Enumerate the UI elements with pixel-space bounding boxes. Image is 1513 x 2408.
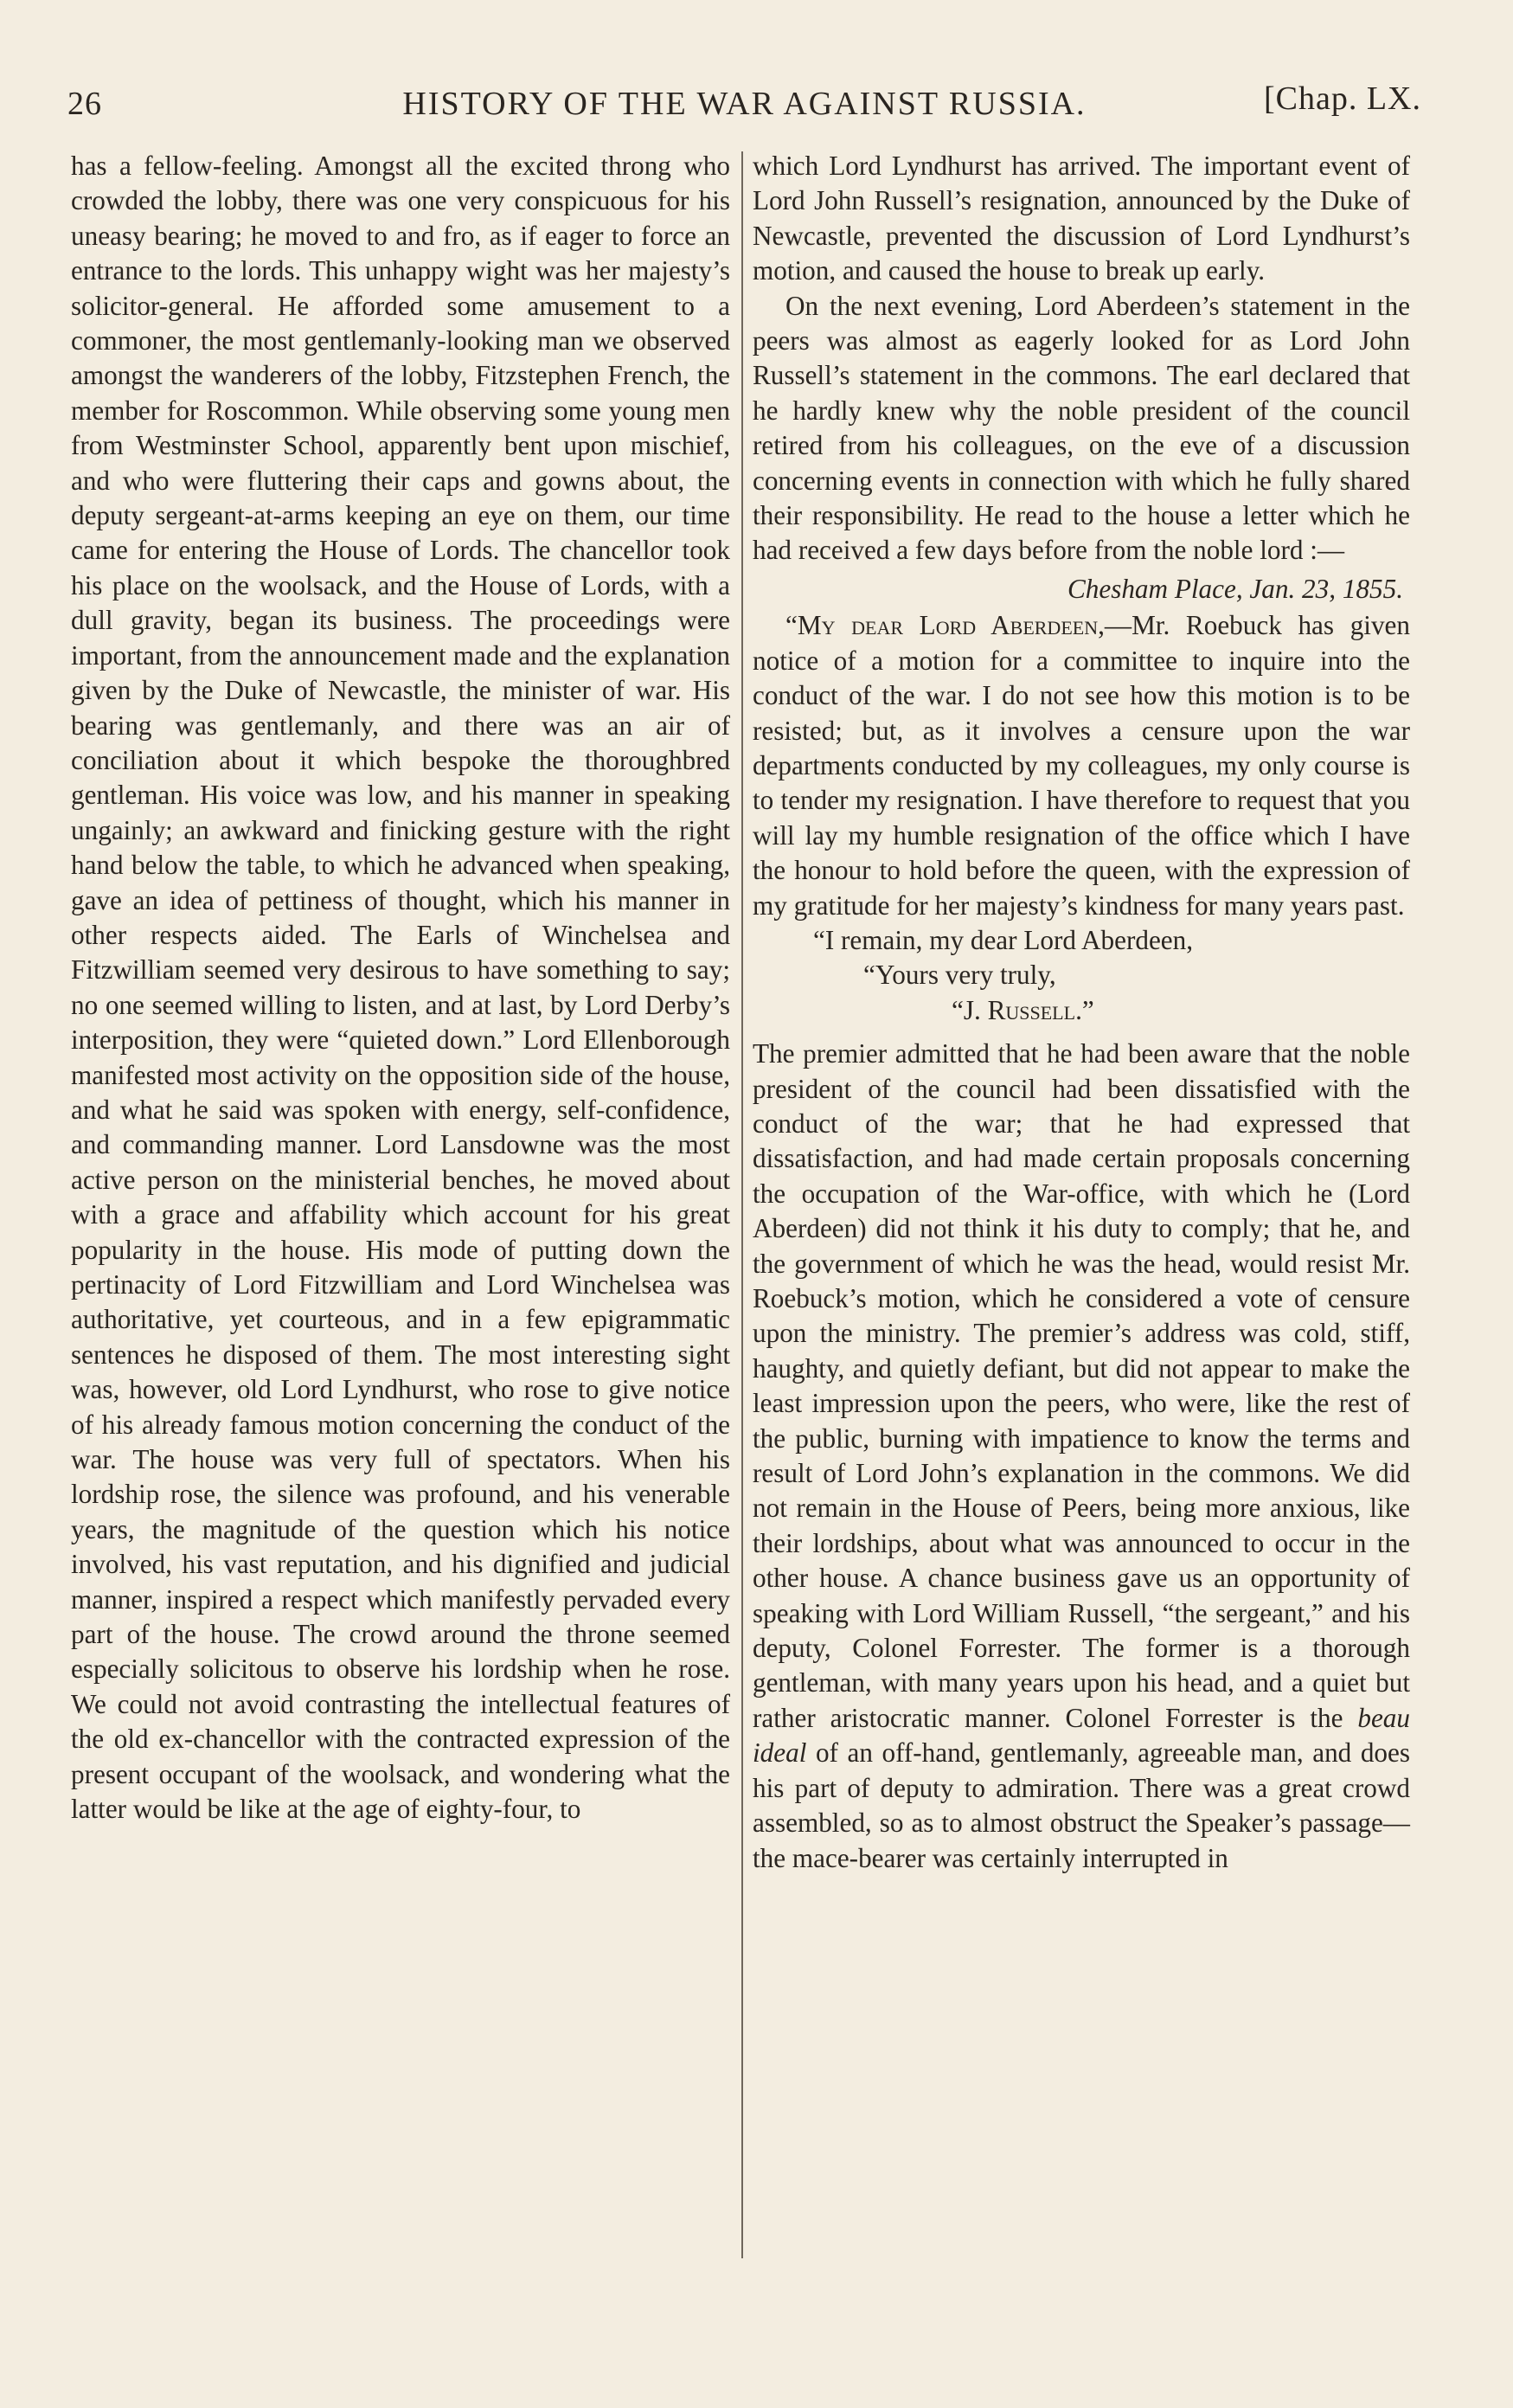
left-paragraph: has a fellow-feeling. Amongst all the excited throng who crowded the lobby, there was one very conspicuous for his uneasy bearing; he moved to and fro, as if eager to force an entrance to the lords. This unhappy wight was her majesty’s solicitor-general. He afforded some amusement to a commoner, the most gentlemanly-looking man we observed amongst the wanderers of the lobby, Fitzstephen French, the member for Roscommon. While observing some young men from Westminster School, apparently bent upon mischief, and who were fluttering their caps and gowns about, the deputy sergeant-at-arms keeping an eye on them, our time came for entering the House of Lords. The chancellor took his place on the woolsack, and the House of Lords, with a dull gravity, began its business. The proceedings were important, from the announcement made and the explanation given by the Duke of Newcastle, the minister of war. His bearing was gentlemanly, and there was an air of conciliation about it which bespoke the thoroughbred gentleman. His voice was low, and his manner in speaking ungainly; an awkward and finicking gesture with the right hand below the table, to which he advanced when speaking, gave an idea of pettiness of thought, which his manner in other respects aided. The Earls of Winchelsea and Fitzwilliam seemed very desirous to have something to say; no one seemed willing to listen, and at last, by Lord Derby’s interposition, they were “quieted down.” Lord Ellenborough manifested most activity on the opposition side of the house, and what he said was spoken with energy, self-confidence, and commanding manner. Lord Lansdowne was the most active person on the ministerial benches, he moved about with a grace and affability which account for his great popularity in the house. His mode of putting down the pertinacity of Lord Fitzwilliam and Lord Winchelsea was authoritative, yet courteous, and in a few epigrammatic sentences he disposed of them. The most interesting sight was, however, old Lord Lyndhurst, who rose to give notice of his already famous motion concerning the conduct of the war. The house was very full of spectators. When his lordship rose, the silence was profound, and his venerable years, the magnitude of the question which his notice involved, his vast reputation, and his dignified and judicial manner, inspired a respect which manifestly pervaded every part of the house. The crowd around the throne seemed especially solicitous to observe his lordship when he rose. We could not avoid contrasting the intellectual features of the old ex-chancellor with the contracted expression of the present occupant of the woolsack, and wondering what the latter would be like at the age of eighty-four, to [71,151,730,1825]
p3-italic: beau ideal [753,1702,1410,1769]
running-header [67,76,1421,128]
letter-signature [753,993,1410,1028]
page-number: 26 [67,86,102,122]
letter-salutation: My dear Lord Aberdeen, [797,610,1105,641]
right-column [753,149,1410,1876]
letter-body-text: —Mr. Roebuck has given notice of a motion for a committee to inquire into the conduct of the war. I do not see how this motion is to be resisted; but, as it involves a censure upon the war departments conducted by my colleagues, my only course is to tender my resignation. I have therefore to request that you will lay my humble resignation of the office which I have the honour to hold before the queen, with the expression of my gratitude for her majesty’s kindness for many years past. [753,610,1410,921]
right-paragraph-3 [753,1037,1410,1876]
letter-dateline: Chesham Place, Jan. 23, 1855. [1067,573,1403,604]
signature-name: Russell [987,994,1076,1025]
p3-text-after: of an off-hand, gentlemanly, agreeable man, and does his part of deputy to admiration. There was a great crowd assembled, so as to almost obstruct the Speaker’s passage—the mace-bearer was certainly interrupted in [753,1737,1410,1873]
chapter-label: [Chap. LX. [1263,80,1421,117]
quoted-letter [753,572,1410,1028]
spacer [753,1028,1410,1037]
letter-open-quote: “ [785,610,798,641]
right-paragraph-1: which Lord Lyndhurst has arrived. The important event of Lord John Russell’s resignation, announced by the Duke of Newcastle, prevented the discussion of Lord Lyndhurst’s motion, and caused the house to break up early. [753,151,1410,286]
letter-closing-1: “I remain, my dear Lord Aberdeen, [813,924,1194,955]
signature-open: “J. [952,994,988,1025]
signature-close: .” [1075,994,1094,1025]
letter-body [753,608,1410,923]
p3-text-before: The premier admitted that he had been aware that the noble president of the council had been dissatisfied with the conduct of the war; that he had expressed that dissatisfaction, and had made certain proposals concerning the occupation of the War-office, with which he (Lord Aberdeen) did not think it his duty to comply; that he, and the government of which he was the head, would resist Mr. Roebuck’s motion, which he considered a vote of censure upon the ministry. The premier’s address was cold, stiff, haughty, and quietly defiant, but did not appear to make the least impression upon the peers, who were, like the rest of the public, burning with impatience to know the terms and result of Lord John’s explanation in the commons. We did not remain in the House of Peers, being more anxious, like their lordships, about what was announced to occur in the other house. A chance business gave us an opportunity of speaking with Lord William Russell, “the sergeant,” and his deputy, Colonel Forrester. The former is a thorough gentleman, with many years upon his head, and a quiet but rather aristocratic manner. Colonel Forrester is the [753,1038,1410,1733]
running-title: HISTORY OF THE WAR AGAINST RUSSIA. [402,86,1087,122]
letter-closing-2: “Yours very truly, [863,960,1056,991]
column-divider [741,151,743,2258]
right-paragraph-2: On the next evening, Lord Aberdeen’s statement in the peers was almost as eagerly looked for as Lord John Russell’s statement in the commons. The earl declared that he hardly knew why the noble president of the council retired from his colleagues, on the eve of a discussion concerning events in connection with which he fully shared their responsibility. He read to the house a letter which he had received a few days before from the noble lord :— [753,290,1410,566]
left-column [71,149,730,1827]
